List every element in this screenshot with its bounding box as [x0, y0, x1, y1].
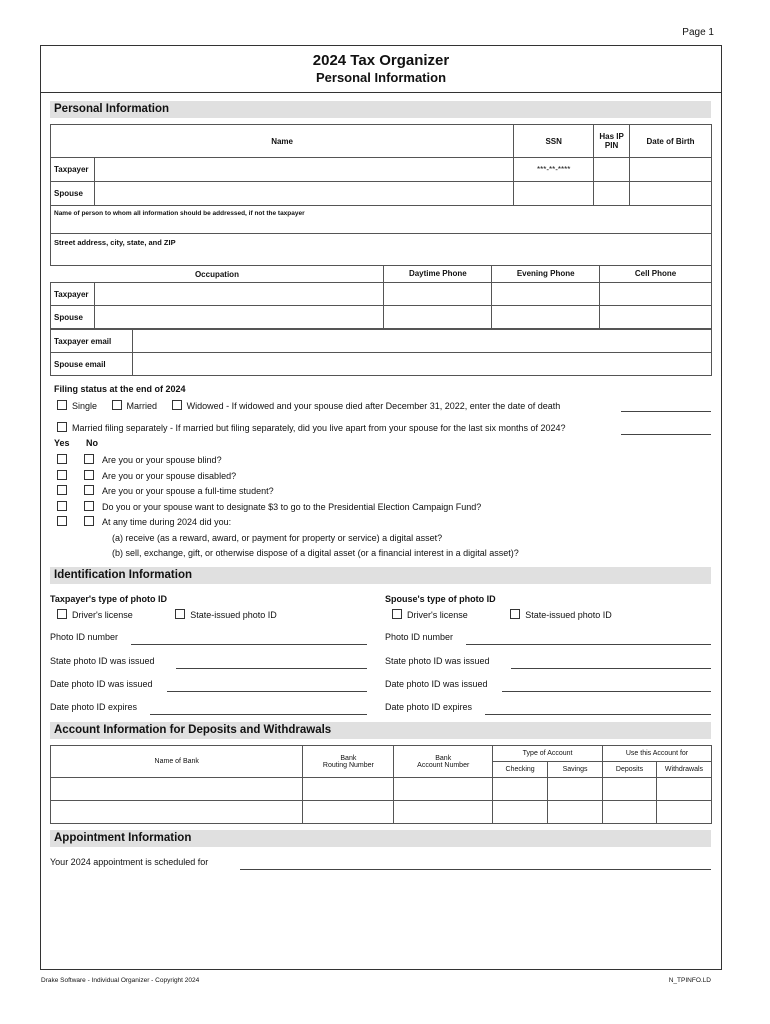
spouse-date-expires-field[interactable] — [485, 714, 711, 715]
deposits-cell[interactable] — [603, 801, 657, 824]
addressee-field[interactable]: Name of person to whom all information should be addressed, if not the taxpayer — [51, 206, 712, 234]
question-election-label: Do you or your spouse want to designate $3 to go to the Presidential Election Campaign Fund? — [102, 501, 482, 512]
taxpayer-drivers-label: Driver's license — [72, 610, 133, 620]
spouse-date-issued-field[interactable] — [502, 691, 711, 692]
col-ip-pin — [594, 125, 630, 158]
col-savings: Savings — [548, 762, 603, 778]
taxpayer-date-issued-label: Date photo ID was issued — [50, 679, 153, 689]
digital-yes-checkbox[interactable] — [57, 516, 67, 526]
spouse-ippin-field[interactable] — [594, 182, 630, 206]
question-election-fund — [57, 500, 519, 516]
section-account: Account Information for Deposits and Withdrawals — [50, 722, 711, 739]
mfs-row — [57, 422, 566, 433]
spouse-occupation-label: Spouse — [51, 306, 95, 329]
occupation-table — [50, 265, 712, 329]
spouse-label: Spouse — [51, 182, 95, 206]
account-number-cell[interactable] — [394, 778, 493, 801]
digital-sub-b: (b) sell, exchange, gift, or otherwise dispose of a digital asset (or a financial interest in a digital asset)? — [112, 548, 519, 558]
checking-cell[interactable] — [493, 801, 548, 824]
single-checkbox[interactable] — [57, 400, 67, 410]
routing-cell[interactable] — [303, 801, 394, 824]
date-of-death-field[interactable] — [621, 411, 711, 412]
spouse-name-field[interactable] — [94, 182, 513, 206]
spouse-drivers-label: Driver's license — [407, 610, 468, 620]
col-evening-phone: Evening Phone — [492, 266, 600, 283]
account-number-cell[interactable] — [394, 801, 493, 824]
address-field[interactable]: Street address, city, state, and ZIP — [51, 234, 712, 266]
disabled-yes-checkbox[interactable] — [57, 470, 67, 480]
savings-cell[interactable] — [548, 778, 603, 801]
single-label: Single — [72, 401, 98, 411]
spouse-id-type-row — [392, 609, 612, 620]
question-disabled-label: Are you or your spouse disabled? — [102, 470, 237, 481]
question-student-label: Are you or your spouse a full-time student? — [102, 486, 274, 496]
appointment-field[interactable] — [240, 869, 711, 870]
col-withdrawals: Withdrawals — [656, 762, 711, 778]
spouse-date-issued-label: Date photo ID was issued — [385, 679, 488, 689]
spouse-state-id-checkbox[interactable] — [510, 609, 520, 619]
spouse-photo-id-number-label: Photo ID number — [385, 632, 454, 642]
election-no-checkbox[interactable] — [84, 501, 94, 511]
taxpayer-state-issued-field[interactable] — [176, 668, 367, 669]
col-account-line1: Bank — [435, 754, 452, 762]
section-personal-info: Personal Information — [50, 101, 711, 118]
col-checking: Checking — [493, 762, 548, 778]
taxpayer-evening-phone[interactable] — [492, 283, 600, 306]
question-blind — [57, 453, 519, 469]
spouse-daytime-phone[interactable] — [384, 306, 492, 329]
col-account-line2: Account Number — [417, 761, 470, 769]
taxpayer-dob-field[interactable] — [630, 158, 712, 182]
col-ssn: SSN — [514, 125, 594, 158]
checking-cell[interactable] — [493, 778, 548, 801]
spouse-drivers-checkbox[interactable] — [392, 609, 402, 619]
section-identification: Identification Information — [50, 567, 711, 584]
election-yes-checkbox[interactable] — [57, 501, 67, 511]
taxpayer-occupation-field[interactable] — [94, 283, 383, 306]
taxpayer-drivers-checkbox[interactable] — [57, 609, 67, 619]
savings-cell[interactable] — [548, 801, 603, 824]
widowed-label: Widowed - If widowed and your spouse died after December 31, 2022, enter the date of death — [186, 401, 561, 411]
student-no-checkbox[interactable] — [84, 485, 94, 495]
filing-status-heading: Filing status at the end of 2024 — [54, 384, 186, 394]
married-checkbox[interactable] — [112, 400, 122, 410]
taxpayer-date-expires-label: Date photo ID expires — [50, 702, 138, 712]
footer-form-code: N_TPINFO.LD — [668, 977, 711, 984]
spouse-state-id-label: State-issued photo ID — [525, 610, 612, 620]
spouse-id-heading: Spouse's type of photo ID — [385, 594, 496, 604]
col-cell-phone: Cell Phone — [600, 266, 712, 283]
withdrawals-cell[interactable] — [656, 801, 711, 824]
appointment-label: Your 2024 appointment is scheduled for — [50, 857, 209, 867]
taxpayer-label: Taxpayer — [51, 158, 95, 182]
spouse-state-issued-field[interactable] — [511, 668, 711, 669]
spouse-email-field[interactable] — [133, 353, 712, 376]
col-occupation: Occupation — [51, 266, 384, 283]
taxpayer-ssn-field[interactable]: ***-**-**** — [514, 158, 594, 182]
taxpayer-date-expires-field[interactable] — [150, 714, 367, 715]
personal-name-table — [50, 124, 712, 266]
taxpayer-date-issued-field[interactable] — [167, 691, 367, 692]
form-title-block — [40, 52, 722, 85]
spouse-photo-id-number-field[interactable] — [466, 644, 711, 645]
blind-no-checkbox[interactable] — [84, 454, 94, 464]
deposits-cell[interactable] — [603, 778, 657, 801]
col-deposits: Deposits — [603, 762, 657, 778]
email-table — [50, 329, 712, 376]
bank-account-table — [50, 745, 712, 824]
spouse-state-issued-label: State photo ID was issued — [385, 656, 490, 666]
taxpayer-photo-id-number-field[interactable] — [131, 644, 367, 645]
taxpayer-id-type-row — [57, 609, 277, 620]
question-student — [57, 484, 519, 500]
question-digital-asset — [57, 515, 519, 531]
taxpayer-state-id-checkbox[interactable] — [175, 609, 185, 619]
col-name: Name — [51, 125, 514, 158]
spouse-occupation-field[interactable] — [94, 306, 383, 329]
married-label: Married — [126, 401, 158, 411]
bank-name-cell[interactable] — [51, 801, 303, 824]
question-disabled — [57, 469, 519, 485]
col-account-number — [394, 746, 493, 778]
taxpayer-email-label: Taxpayer email — [51, 330, 133, 353]
taxpayer-id-heading: Taxpayer's type of photo ID — [50, 594, 167, 604]
section-appointment: Appointment Information — [50, 830, 711, 847]
title-divider — [40, 92, 722, 93]
spouse-evening-phone[interactable] — [492, 306, 600, 329]
col-ip-pin-label: Has IP PIN — [599, 132, 624, 150]
col-daytime-phone: Daytime Phone — [384, 266, 492, 283]
digital-no-checkbox[interactable] — [84, 516, 94, 526]
filing-status-row — [57, 400, 560, 411]
no-header: No — [86, 438, 98, 448]
col-bank-name: Name of Bank — [51, 746, 303, 778]
col-dob: Date of Birth — [630, 125, 712, 158]
taxpayer-email-field[interactable] — [133, 330, 712, 353]
digital-sub-a: (a) receive (as a reward, award, or payment for property or service) a digital asset? — [112, 532, 443, 543]
taxpayer-daytime-phone[interactable] — [384, 283, 492, 306]
taxpayer-name-field[interactable] — [94, 158, 513, 182]
student-yes-checkbox[interactable] — [57, 485, 67, 495]
taxpayer-photo-id-number-label: Photo ID number — [50, 632, 119, 642]
taxpayer-cell-phone[interactable] — [600, 283, 712, 306]
yes-header: Yes — [54, 438, 70, 448]
yes-no-questions — [57, 453, 519, 562]
mfs-answer-field[interactable] — [621, 434, 711, 435]
taxpayer-ippin-field[interactable] — [594, 158, 630, 182]
disabled-no-checkbox[interactable] — [84, 470, 94, 480]
col-routing-line1: Bank — [340, 754, 357, 762]
taxpayer-occupation-label: Taxpayer — [51, 283, 95, 306]
col-use-account-for: Use this Account for — [603, 746, 712, 762]
spouse-dob-field[interactable] — [630, 182, 712, 206]
spouse-ssn-field[interactable] — [514, 182, 594, 206]
routing-cell[interactable] — [303, 778, 394, 801]
widowed-checkbox[interactable] — [172, 400, 182, 410]
spouse-cell-phone[interactable] — [600, 306, 712, 329]
taxpayer-state-id-label: State-issued photo ID — [190, 610, 277, 620]
taxpayer-state-issued-label: State photo ID was issued — [50, 656, 155, 666]
withdrawals-cell[interactable] — [656, 778, 711, 801]
form-title: 2024 Tax Organizer — [312, 52, 450, 69]
page-number: Page 1 — [682, 27, 714, 38]
question-blind-label: Are you or your spouse blind? — [102, 455, 222, 465]
footer-copyright: Drake Software - Individual Organizer - Copyright 2024 — [41, 977, 200, 984]
col-type-of-account: Type of Account — [493, 746, 603, 762]
table-row — [51, 801, 712, 824]
table-row — [51, 778, 712, 801]
col-routing-line2: Routing Number — [322, 761, 374, 769]
spouse-date-expires-label: Date photo ID expires — [385, 702, 473, 712]
col-routing — [303, 746, 394, 778]
blind-yes-checkbox[interactable] — [57, 454, 67, 464]
mfs-label: Married filing separately - If married but filing separately, did you live apart from your spouse for the last six months of 2024? — [72, 423, 566, 433]
spouse-email-label: Spouse email — [51, 353, 133, 376]
question-digital-label: At any time during 2024 did you: — [102, 517, 232, 527]
form-subtitle: Personal Information — [315, 70, 447, 85]
bank-name-cell[interactable] — [51, 778, 303, 801]
mfs-checkbox[interactable] — [57, 422, 67, 432]
